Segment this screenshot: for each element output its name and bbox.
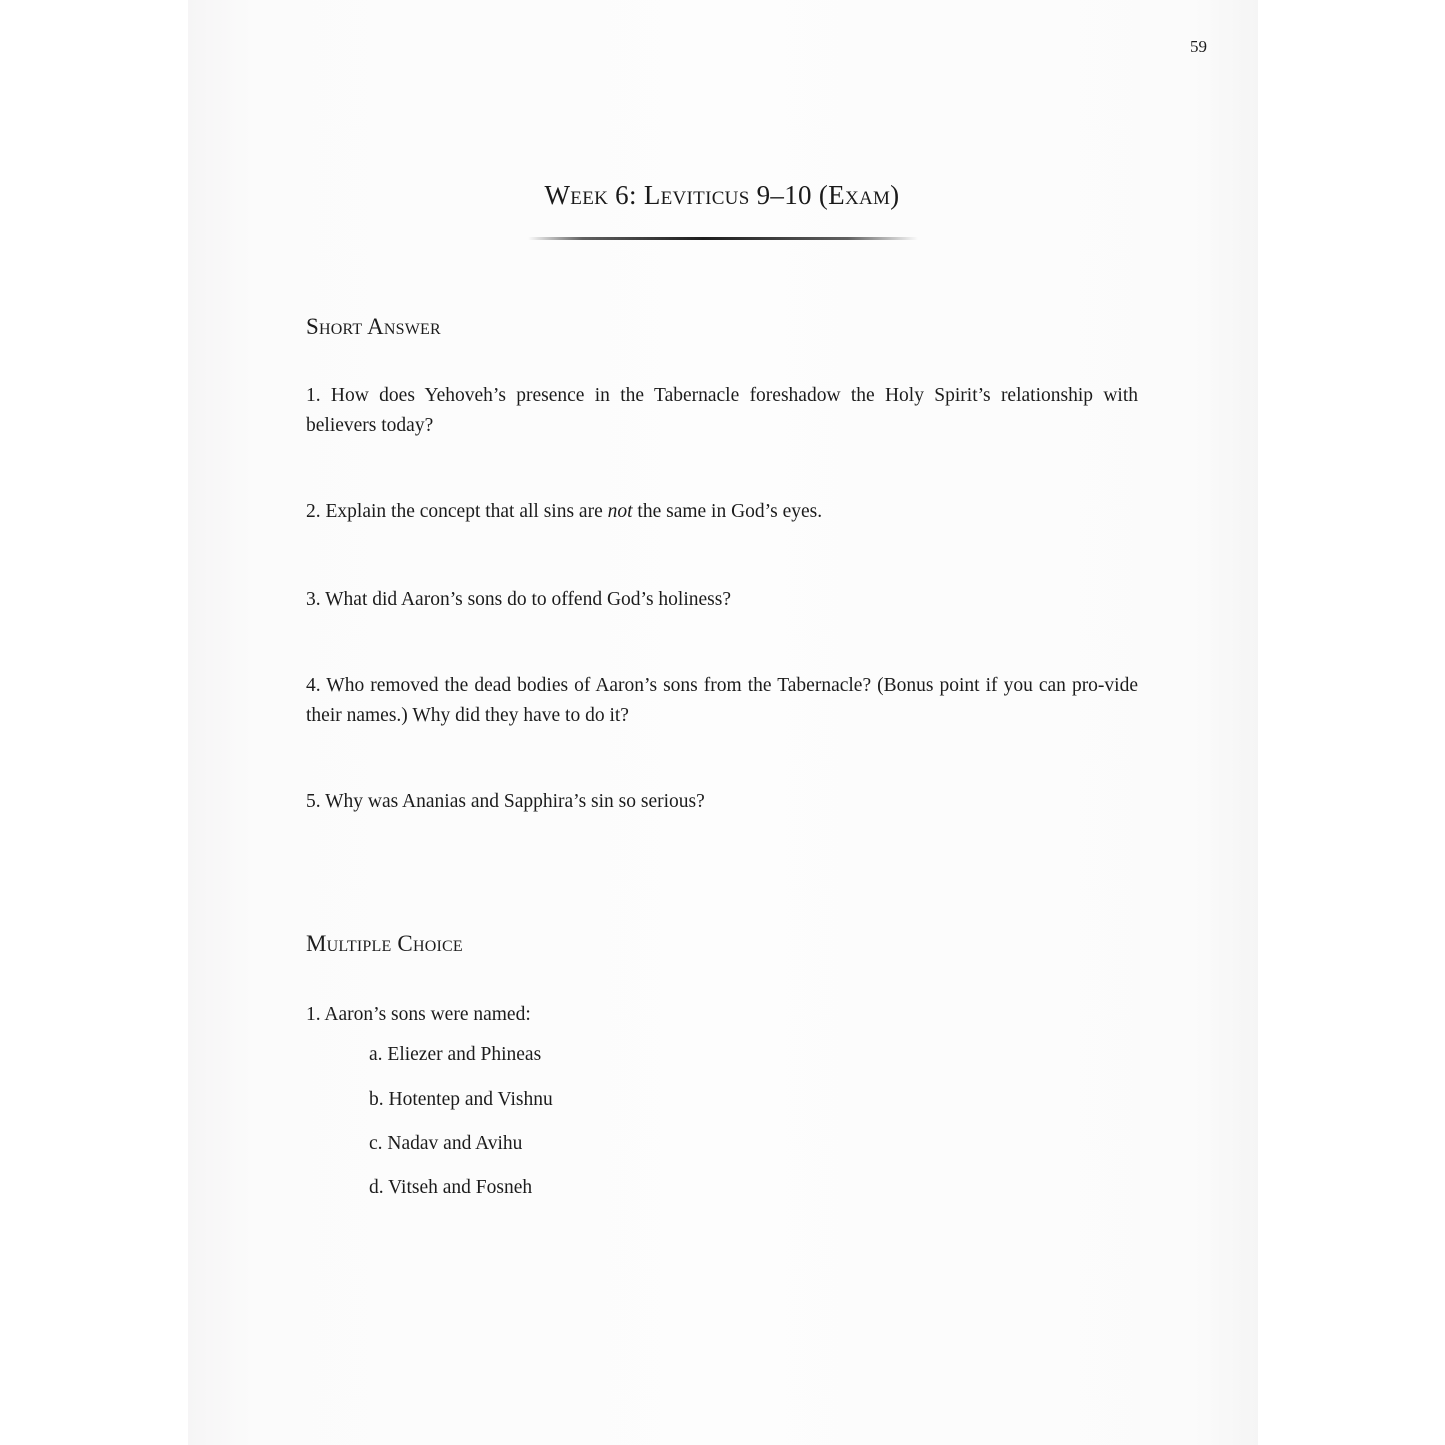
- answer-option-c: c. Nadav and Avihu: [369, 1133, 523, 1154]
- answer-option-d: d. Vitseh and Fosneh: [369, 1177, 533, 1198]
- short-answer-question-5: 5. Why was Ananias and Sapphira’s sin so serious?: [306, 791, 705, 812]
- question-emphasis: not: [607, 501, 633, 522]
- short-answer-question-1: 1. How does Yehoveh’s presence in the Tabernacle foreshadow the Holy Spirit’s relationship with believers today?: [306, 385, 1138, 436]
- exam-page: [188, 0, 1258, 1445]
- answer-option-b: b. Hotentep and Vishnu: [369, 1089, 553, 1110]
- multiple-choice-heading: Multiple Choice: [306, 931, 463, 956]
- question-text-after: the same in God’s eyes.: [632, 501, 823, 522]
- short-answer-heading: Short Answer: [306, 314, 441, 339]
- short-answer-question-4: 4. Who removed the dead bodies of Aaron’s sons from the Tabernacle? (Bonus point if you can pro-vide their names.) Why did they have to do it?: [306, 675, 1138, 726]
- multiple-choice-question-1: 1. Aaron’s sons were named:: [306, 1004, 531, 1025]
- title-underline-rule: [528, 237, 918, 240]
- page-number: 59: [1190, 37, 1207, 56]
- short-answer-question-2: [306, 497, 1138, 527]
- page-title: Week 6: Leviticus 9–10 (Exam): [544, 180, 900, 210]
- question-text-before: 2. Explain the concept that all sins are: [306, 501, 608, 522]
- answer-option-a: a. Eliezer and Phineas: [369, 1044, 542, 1065]
- short-answer-question-3: 3. What did Aaron’s sons do to offend God’s holiness?: [306, 589, 732, 610]
